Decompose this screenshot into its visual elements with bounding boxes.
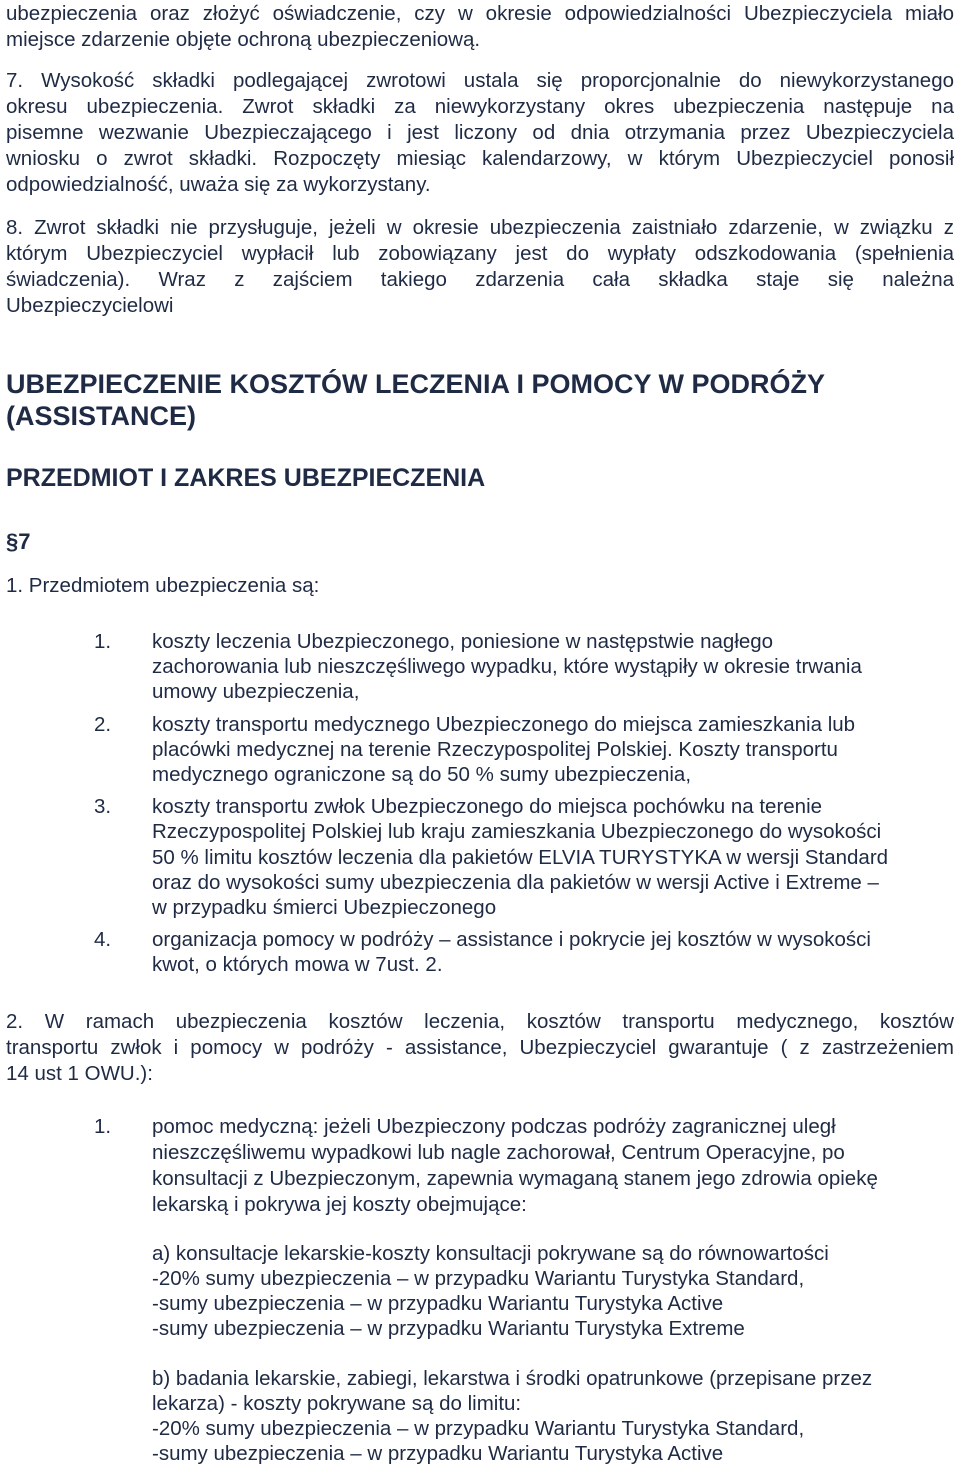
section-mark <box>6 530 954 554</box>
s1-item-1-line-1: koszty leczenia Ubezpieczonego, poniesione w następstwie nagłego <box>152 630 774 653</box>
s1-intro: 1. Przedmiotem ubezpieczenia są: <box>6 574 320 597</box>
s1-item-2-line-1: koszty transportu medycznego Ubezpieczonego do miejsca zamieszkania lub <box>152 713 856 736</box>
s2-item-1-line-4: lekarską i pokrywa jej koszty obejmujące: <box>152 1193 527 1216</box>
s1-item-2-line-3: medycznego ograniczone są do 50 % sumy ubezpieczenia, <box>152 763 692 786</box>
p7-line-5: odpowiedzialność, uważa się za wykorzystany. <box>6 173 431 196</box>
s1-item-4-number: 4. <box>94 928 112 951</box>
s1-item-1-line-3: umowy ubezpieczenia, <box>152 680 360 703</box>
s1-item-1-number: 1. <box>94 630 112 653</box>
s1-item-3-line-3: 50 % limitu kosztów leczenia dla pakietów ELVIA TURYSTYKA w wersji Standard <box>152 846 889 869</box>
s2-b-line-3: -20% sumy ubezpieczenia – w przypadku Wariantu Turystyka Standard, <box>152 1417 805 1440</box>
section-number: 7 <box>18 529 31 554</box>
s2-item-1-line-1: pomoc medyczną: jeżeli Ubezpieczony podczas podróży zagranicznej uległ <box>152 1115 836 1138</box>
s1-item-3-line-2: Rzeczypospolitej Polskiej lub kraju zamieszkania Ubezpieczonego do wysokości <box>152 820 882 843</box>
s2-item-1-line-2: nieszczęśliwemu wypadkowi lub nagle zachorował, Centrum Operacyjne, po <box>152 1141 845 1164</box>
s1-item-3-line-4: oraz do wysokości sumy ubezpieczenia dla pakietów w wersji Active i Extreme – <box>152 871 879 894</box>
s2-a-line-3: -sumy ubezpieczenia – w przypadku Wariantu Turystyka Active <box>152 1292 724 1315</box>
s1-item-4-line-2 <box>152 953 954 977</box>
s1-item-4-line-1: organizacja pomocy w podróży – assistance i pokrycie jej kosztów w wysokości <box>152 928 871 951</box>
s1-item-3-line-5: w przypadku śmierci Ubezpieczonego <box>152 896 497 919</box>
p8-line-4: Ubezpieczycielowi <box>6 294 174 317</box>
p7-line-3: pisemne wezwanie Ubezpieczającego i jest liczony od dnia otrzymania przez Ubezpieczyciela <box>6 121 954 144</box>
section-sign-icon: § <box>6 529 19 554</box>
p8-line-2: którym Ubezpieczyciel wypłacił lub zobowiązany jest do wypłaty odszkodowania (spełnienia <box>6 242 954 265</box>
s2-line-3: 14 ust 1 OWU.): <box>6 1062 153 1085</box>
p8-line-3: świadczenia). Wraz z zajściem takiego zdarzenia cała składka staje się należna <box>6 268 954 291</box>
p7-line-2: okresu ubezpieczenia. Zwrot składki za niewykorzystany okres ubezpieczenia następuje na <box>6 95 954 118</box>
s1-item-1-line-2: zachorowania lub nieszczęśliwego wypadku, które wystąpiły w okresie trwania <box>152 655 862 678</box>
s1-item-3-number: 3. <box>94 795 112 818</box>
s2-b-line-1: b) badania lekarskie, zabiegi, lekarstwa i środki opatrunkowe (przepisane przez <box>152 1367 873 1390</box>
s2-a-line-4: -sumy ubezpieczenia – w przypadku Wariantu Turystyka Extreme <box>152 1317 745 1340</box>
sub-heading: PRZEDMIOT I ZAKRES UBEZPIECZENIA <box>6 464 486 492</box>
s2-b-line-2: lekarza) - koszty pokrywane są do limitu: <box>152 1392 522 1415</box>
s2-line-2: transportu zwłok i pomocy w podróży - assistance, Ubezpieczyciel gwarantuje ( z zastrzeżeniem <box>6 1036 954 1059</box>
s1-item-4-line-2-text: kwot, o których mowa w 7ust. 2. <box>152 953 443 976</box>
intro-line-2: miejsce zdarzenie objęte ochroną ubezpieczeniową. <box>6 28 481 51</box>
p7-line-1: 7. Wysokość składki podlegającej zwrotowi ustala się proporcjonalnie do niewykorzystanego <box>6 69 954 92</box>
s1-item-3-line-1: koszty transportu zwłok Ubezpieczonego do miejsca pochówku na terenie <box>152 795 823 818</box>
s2-a-line-1: a) konsultacje lekarskie-koszty konsultacji pokrywane są do równowartości <box>152 1242 829 1265</box>
intro-line-1: ubezpieczenia oraz złożyć oświadczenie, czy w okresie odpowiedzialności Ubezpieczyciela miało <box>6 2 954 25</box>
s2-item-1-number: 1. <box>94 1115 112 1138</box>
s2-line-1: 2. W ramach ubezpieczenia kosztów leczenia, kosztów transportu medycznego, kosztów <box>6 1010 954 1033</box>
s1-item-2-number: 2. <box>94 713 112 736</box>
s1-item-2-line-2: placówki medycznej na terenie Rzeczypospolitej Polskiej. Koszty transportu <box>152 738 838 761</box>
p7-line-4: wniosku o zwrot składki. Rozpoczęty miesiąc kalendarzowy, w którym Ubezpieczyciel ponosił <box>6 147 954 170</box>
s2-a-line-2: -20% sumy ubezpieczenia – w przypadku Wariantu Turystyka Standard, <box>152 1267 805 1290</box>
main-heading-line-2: (ASSISTANCE) <box>6 401 197 431</box>
p8-line-1: 8. Zwrot składki nie przysługuje, jeżeli w okresie ubezpieczenia zaistniało zdarzenie, w związku z <box>6 216 954 239</box>
s2-b-line-4: -sumy ubezpieczenia – w przypadku Wariantu Turystyka Active <box>152 1442 724 1465</box>
main-heading-line-1: UBEZPIECZENIE KOSZTÓW LECZENIA I POMOCY W PODRÓŻY <box>6 369 826 399</box>
s2-item-1-line-3: konsultacji z Ubezpieczonym, zapewnia wymaganą stanem jego zdrowia opiekę <box>152 1167 878 1190</box>
